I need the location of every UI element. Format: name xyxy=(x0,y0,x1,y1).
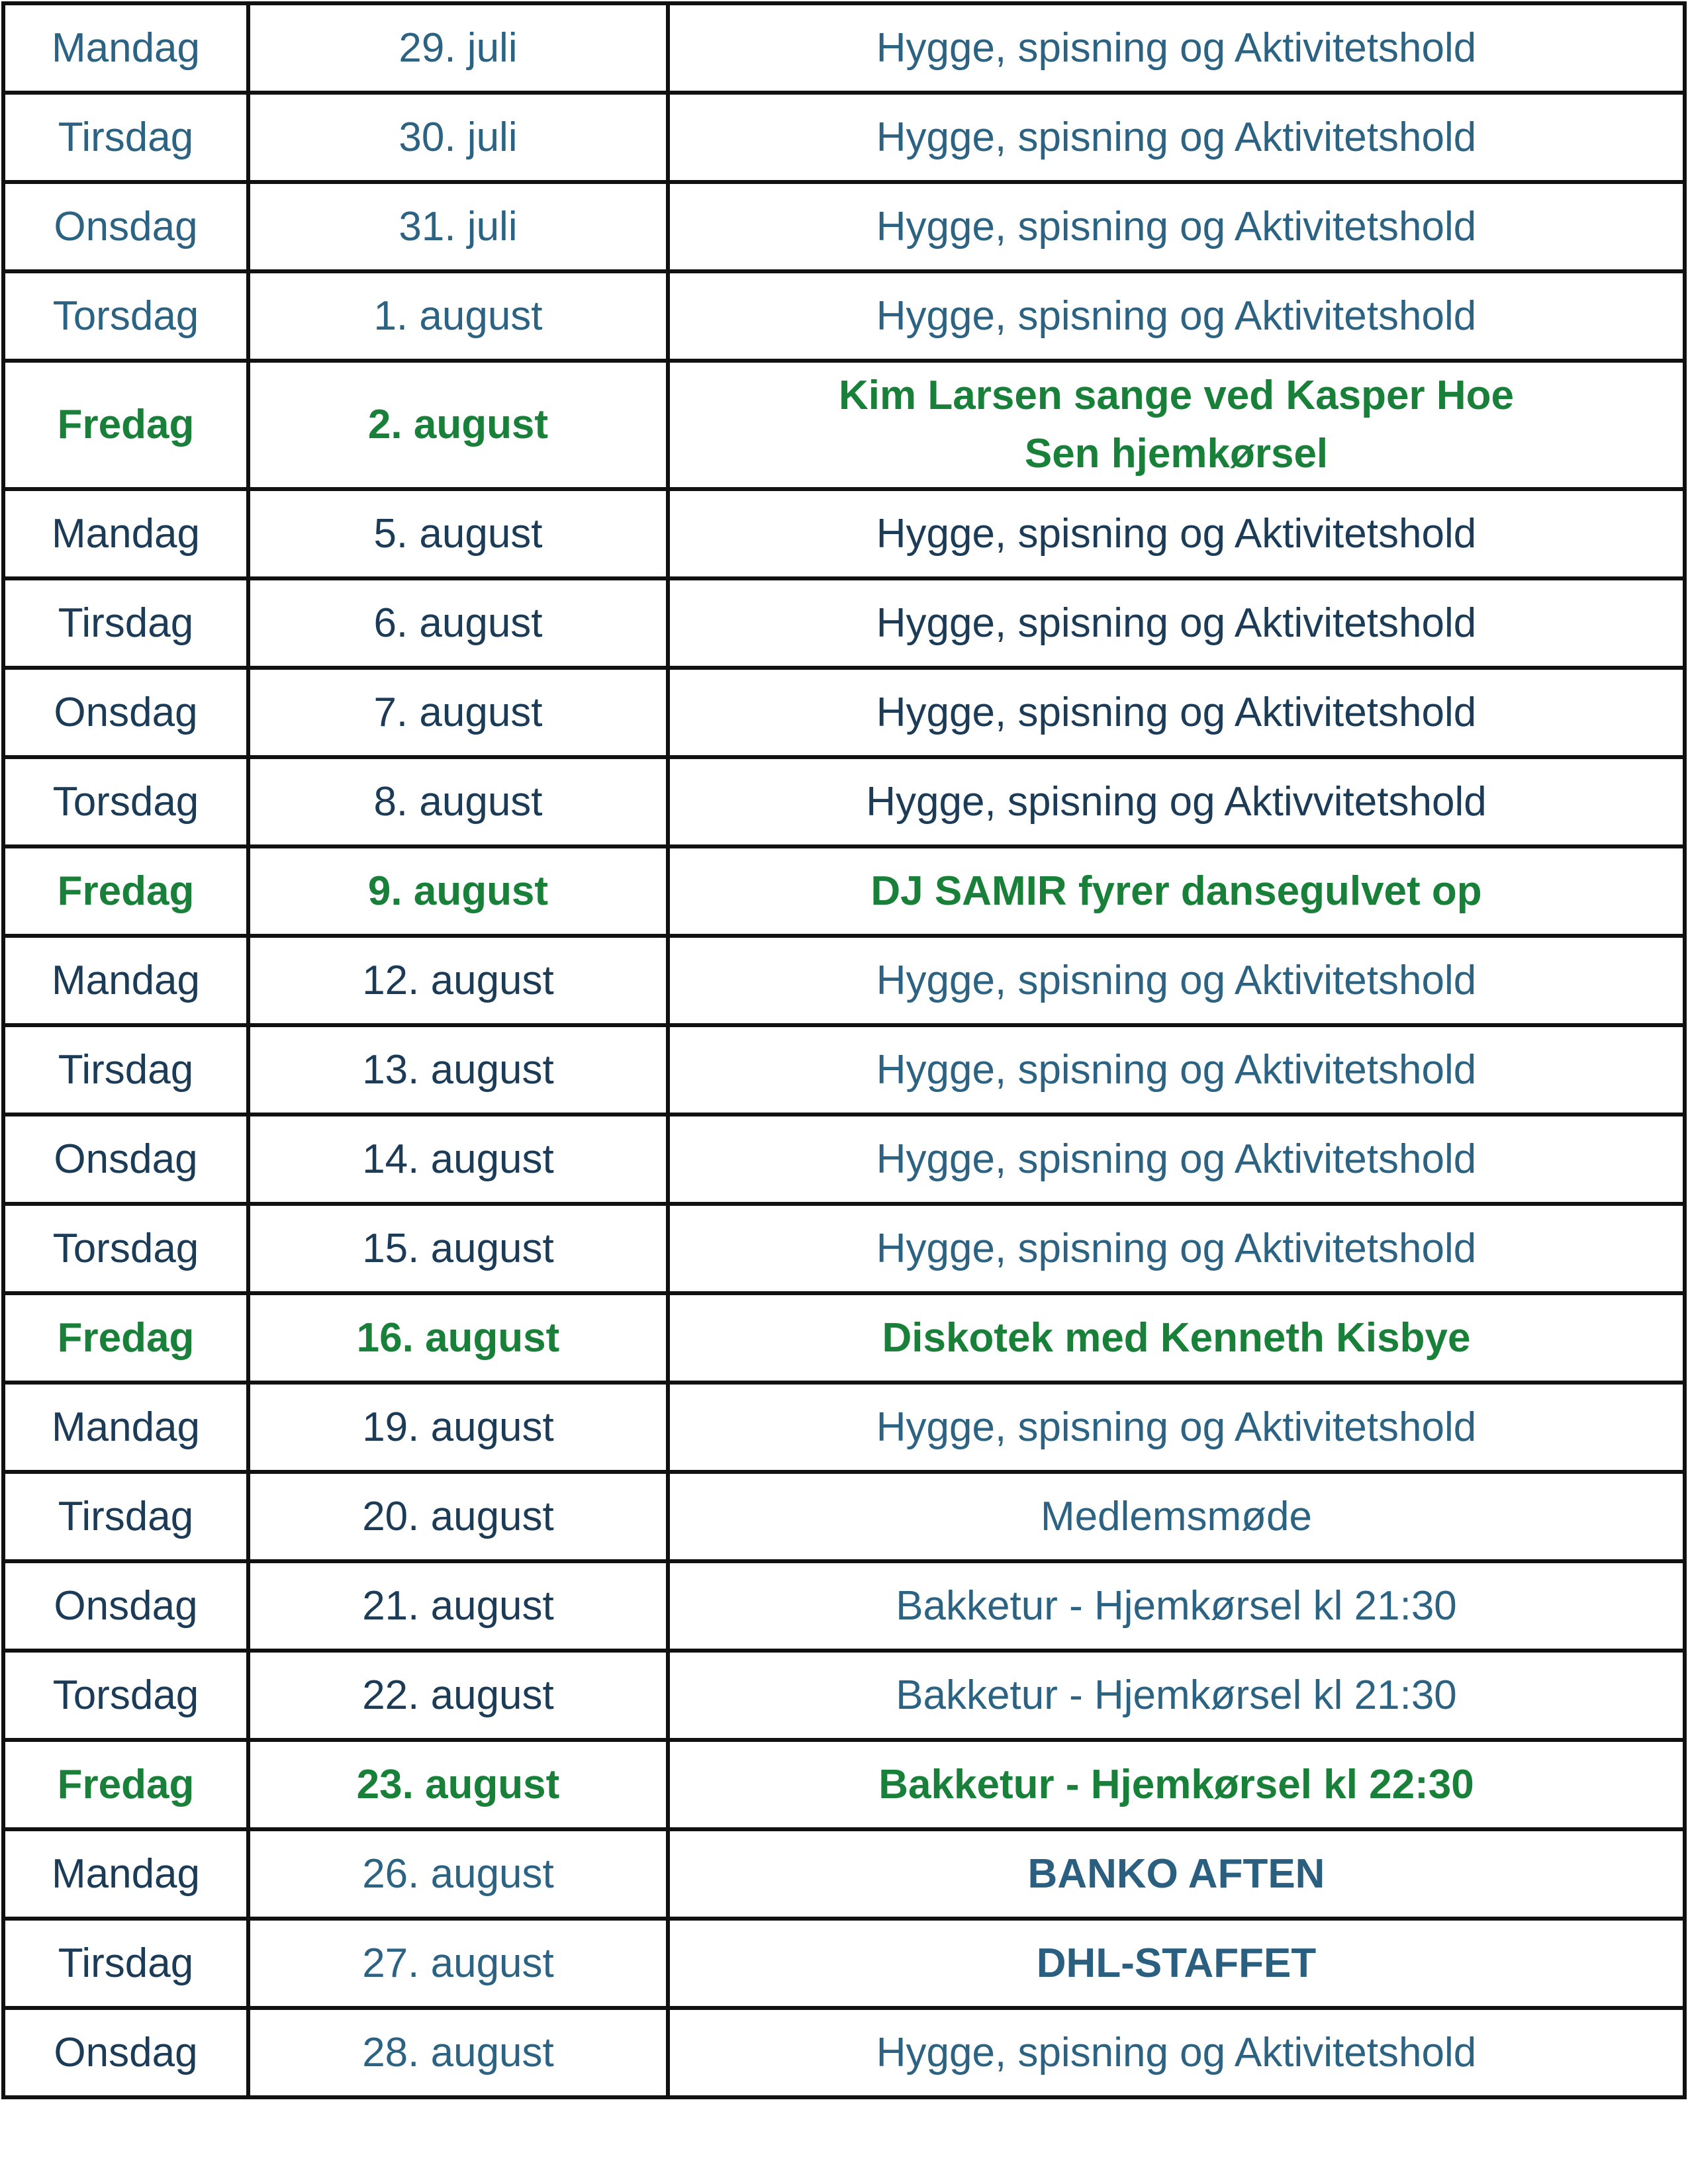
day-cell: Torsdag xyxy=(3,1651,248,1740)
activity-cell xyxy=(668,1383,1685,1472)
activity-line: Hygge, spisning og Aktivitetshold xyxy=(876,114,1477,160)
table-row xyxy=(3,182,1685,271)
table-row xyxy=(3,1651,1685,1740)
activity-cell xyxy=(668,757,1685,846)
table-row xyxy=(3,1115,1685,1204)
day-cell: Onsdag xyxy=(3,2008,248,2097)
date-cell: 12. august xyxy=(248,936,668,1025)
activity-schedule-table xyxy=(1,1,1687,2099)
activity-cell xyxy=(668,1115,1685,1204)
activity-line: BANKO AFTEN xyxy=(1027,1850,1325,1897)
table-row xyxy=(3,361,1685,489)
day-cell: Onsdag xyxy=(3,668,248,757)
activity-cell xyxy=(668,1919,1685,2008)
table-row xyxy=(3,936,1685,1025)
date-cell: 31. juli xyxy=(248,182,668,271)
table-row xyxy=(3,846,1685,936)
activity-line: Hygge, spisning og Aktivitetshold xyxy=(876,1136,1477,1182)
schedule-body xyxy=(3,3,1685,2097)
activity-cell xyxy=(668,668,1685,757)
activity-cell xyxy=(668,846,1685,936)
table-row xyxy=(3,668,1685,757)
day-cell: Fredag xyxy=(3,846,248,936)
table-row xyxy=(3,1204,1685,1293)
day-cell: Fredag xyxy=(3,361,248,489)
day-cell: Mandag xyxy=(3,936,248,1025)
activity-cell xyxy=(668,93,1685,182)
day-cell: Tirsdag xyxy=(3,1472,248,1561)
table-row xyxy=(3,1025,1685,1115)
table-row xyxy=(3,3,1685,93)
activity-line: DJ SAMIR fyrer dansegulvet op xyxy=(870,868,1482,914)
date-cell: 9. august xyxy=(248,846,668,936)
date-cell: 7. august xyxy=(248,668,668,757)
day-cell: Tirsdag xyxy=(3,1025,248,1115)
table-row xyxy=(3,1919,1685,2008)
activity-line: Bakketur - Hjemkørsel kl 21:30 xyxy=(896,1582,1457,1629)
table-row xyxy=(3,93,1685,182)
table-row xyxy=(3,578,1685,668)
activity-line: Kim Larsen sange ved Kasper Hoe xyxy=(839,373,1514,418)
date-cell: 21. august xyxy=(248,1561,668,1651)
date-cell: 13. august xyxy=(248,1025,668,1115)
activity-line: Hygge, spisning og Aktivitetshold xyxy=(876,510,1477,557)
day-cell: Torsdag xyxy=(3,271,248,361)
table-row xyxy=(3,489,1685,578)
activity-line: Hygge, spisning og Aktivitetshold xyxy=(876,689,1477,735)
date-cell: 29. juli xyxy=(248,3,668,93)
activity-line: Hygge, spisning og Aktivitetshold xyxy=(876,293,1477,339)
date-cell: 15. august xyxy=(248,1204,668,1293)
day-cell: Fredag xyxy=(3,1740,248,1829)
date-cell: 22. august xyxy=(248,1651,668,1740)
date-cell: 27. august xyxy=(248,1919,668,2008)
date-cell: 14. august xyxy=(248,1115,668,1204)
table-row xyxy=(3,1561,1685,1651)
activity-line: Bakketur - Hjemkørsel kl 21:30 xyxy=(896,1672,1457,1718)
activity-cell xyxy=(668,1204,1685,1293)
activity-line: Bakketur - Hjemkørsel kl 22:30 xyxy=(878,1761,1474,1807)
activity-cell xyxy=(668,1651,1685,1740)
activity-cell xyxy=(668,936,1685,1025)
activity-line: Diskotek med Kenneth Kisbye xyxy=(882,1314,1471,1361)
table-row xyxy=(3,2008,1685,2097)
activity-line: Hygge, spisning og Aktivitetshold xyxy=(876,203,1477,250)
table-row xyxy=(3,757,1685,846)
day-cell: Tirsdag xyxy=(3,578,248,668)
activity-cell xyxy=(668,271,1685,361)
date-cell: 1. august xyxy=(248,271,668,361)
table-row xyxy=(3,1383,1685,1472)
date-cell: 5. august xyxy=(248,489,668,578)
date-cell: 16. august xyxy=(248,1293,668,1383)
date-cell: 30. juli xyxy=(248,93,668,182)
day-cell: Torsdag xyxy=(3,1204,248,1293)
table-row xyxy=(3,1740,1685,1829)
date-cell: 8. august xyxy=(248,757,668,846)
activity-cell xyxy=(668,182,1685,271)
activity-line: DHL-STAFFET xyxy=(1036,1940,1317,1986)
day-cell: Onsdag xyxy=(3,182,248,271)
activity-cell xyxy=(668,2008,1685,2097)
activity-cell xyxy=(668,1293,1685,1383)
day-cell: Mandag xyxy=(3,1829,248,1919)
day-cell: Tirsdag xyxy=(3,1919,248,2008)
day-cell: Mandag xyxy=(3,489,248,578)
activity-cell xyxy=(668,1829,1685,1919)
day-cell: Mandag xyxy=(3,3,248,93)
activity-cell xyxy=(668,3,1685,93)
day-cell: Onsdag xyxy=(3,1115,248,1204)
activity-line: Hygge, spisning og Aktivitetshold xyxy=(876,957,1477,1003)
date-cell: 23. august xyxy=(248,1740,668,1829)
table-row xyxy=(3,1472,1685,1561)
date-cell: 28. august xyxy=(248,2008,668,2097)
activity-cell xyxy=(668,1740,1685,1829)
date-cell: 19. august xyxy=(248,1383,668,1472)
date-cell: 6. august xyxy=(248,578,668,668)
activity-cell xyxy=(668,1561,1685,1651)
date-cell: 26. august xyxy=(248,1829,668,1919)
activity-line: Hygge, spisning og Aktivitetshold xyxy=(876,2029,1477,2075)
activity-cell xyxy=(668,1472,1685,1561)
date-cell: 20. august xyxy=(248,1472,668,1561)
activity-line: Sen hjemkørsel xyxy=(1024,431,1329,477)
activity-line: Hygge, spisning og Aktivitetshold xyxy=(876,600,1477,646)
activity-cell xyxy=(668,489,1685,578)
day-cell: Onsdag xyxy=(3,1561,248,1651)
activity-cell xyxy=(668,1025,1685,1115)
table-row xyxy=(3,1293,1685,1383)
activity-line: Hygge, spisning og Aktivitetshold xyxy=(876,1225,1477,1271)
activity-line: Hygge, spisning og Aktivitetshold xyxy=(876,1046,1477,1093)
activity-line: Hygge, spisning og Aktivitetshold xyxy=(876,1404,1477,1450)
day-cell: Torsdag xyxy=(3,757,248,846)
day-cell: Mandag xyxy=(3,1383,248,1472)
day-cell: Tirsdag xyxy=(3,93,248,182)
activity-line: Medlemsmøde xyxy=(1041,1493,1312,1539)
activity-line: Hygge, spisning og Aktivvitetshold xyxy=(866,778,1487,825)
activity-cell xyxy=(668,361,1685,489)
table-row xyxy=(3,271,1685,361)
table-row xyxy=(3,1829,1685,1919)
activity-cell xyxy=(668,578,1685,668)
date-cell: 2. august xyxy=(248,361,668,489)
day-cell: Fredag xyxy=(3,1293,248,1383)
activity-line: Hygge, spisning og Aktivitetshold xyxy=(876,24,1477,71)
